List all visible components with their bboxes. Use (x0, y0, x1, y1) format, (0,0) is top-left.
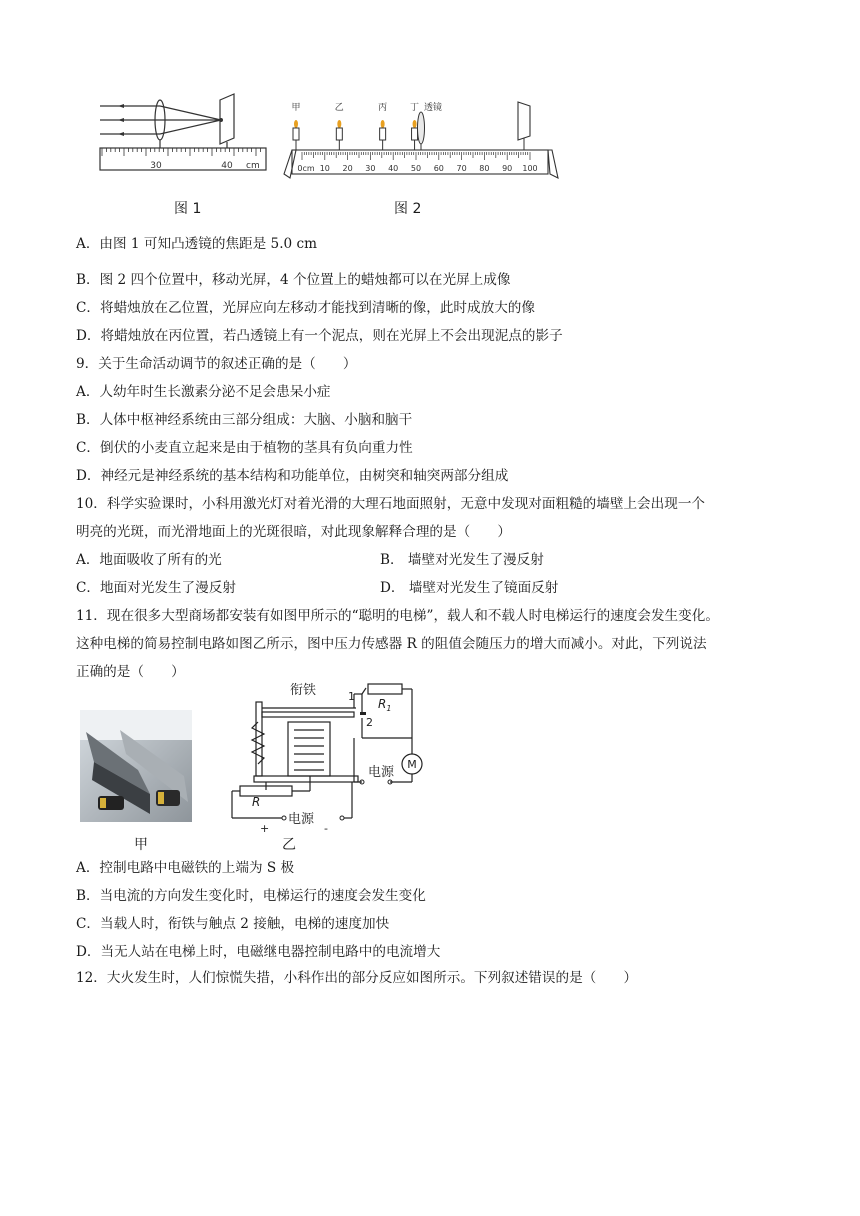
fig2-scale-label: 100 (522, 164, 538, 173)
fig1-unit: cm (246, 161, 260, 171)
figure-1-caption: 图 1 (174, 201, 202, 217)
candle-icon (412, 128, 418, 140)
figure-jia-escalator (80, 710, 192, 822)
circuit-motor-label: M (407, 758, 417, 771)
q8-option-a: A．由图 1 可知凸透镜的焦距是 5.0 cm (76, 236, 317, 252)
q8-option-b: B．图 2 四个位置中，移动光屏，4 个位置上的蜡烛都可以在光屏上成像 (76, 272, 511, 288)
q11-stem-line2: 这种电梯的简易控制电路如图乙所示，图中压力传感器 R 的阻值会随压力的增大而减小。对此，下列说法 (76, 636, 707, 652)
circuit-power-2: 电源 (288, 812, 315, 827)
candle-icon (380, 128, 386, 140)
fig2-scale-label: 90 (502, 164, 513, 173)
figure-1-lens-focal (96, 92, 272, 184)
figure-yi-circuit (226, 678, 438, 838)
fig2-screen (518, 102, 530, 140)
q11-option-a: A．控制电路中电磁铁的上端为 S 极 (76, 860, 295, 876)
q10-stem-line2: 明亮的光斑，而光滑地面上的光斑很暗，对此现象解释合理的是（ ） (76, 524, 511, 540)
q9-option-b: B．人体中枢神经系统由三部分组成：大脑、小脑和脑干 (76, 412, 413, 428)
q11-option-b: B．当电流的方向发生变化时，电梯运行的速度会发生变化 (76, 888, 426, 904)
circuit-power-1: 电源 (368, 765, 395, 780)
fig2-lens-label: 透镜 (424, 103, 443, 113)
figure-yi-caption: 乙 (282, 837, 296, 853)
q9-option-a: A．人幼年时生长激素分泌不足会患呆小症 (76, 384, 331, 400)
fig1-scale-30: 30 (150, 161, 162, 171)
q8-option-c: C．将蜡烛放在乙位置，光屏应向左移动才能找到清晰的像，此时成放大的像 (76, 300, 535, 316)
fig2-scale-label: 30 (365, 164, 376, 173)
circuit-plus: + (260, 822, 270, 835)
fig2-scale-label: 0cm (297, 164, 315, 173)
candle-flame-icon (337, 120, 341, 128)
circuit-contact-2: 2 (366, 716, 373, 729)
circuit-contact-1: 1 (348, 690, 355, 703)
fig2-scale-label: 60 (433, 164, 444, 173)
fig2-scale-label: 10 (319, 164, 330, 173)
q10-stem-line1: 10．科学实验课时，小科用激光灯对着光滑的大理石地面照射，无意中发现对面粗糙的墙壁上会出现一个 (76, 496, 706, 512)
candle-icon (293, 128, 299, 140)
fig2-scale-label: 50 (410, 164, 422, 173)
q11-option-d: D．当无人站在电梯上时，电磁继电器控制电路中的电流增大 (76, 944, 441, 960)
candle-flame-icon (381, 120, 385, 128)
figure-2-optical-bench (280, 96, 560, 184)
q10-option-c: C．地面对光发生了漫反射 (76, 580, 236, 596)
fig2-scale-label: 20 (342, 164, 353, 173)
fig1-scale-40: 40 (221, 161, 233, 171)
circuit-minus: - (324, 822, 328, 835)
candle-icon (336, 128, 342, 140)
circuit-r1-label: $R_1$ (378, 697, 392, 713)
q11-stem-line1: 11．现在很多大型商场都安装有如图甲所示的“聪明的电梯”，载人和不载人时电梯运行的速度会发生变化。 (76, 608, 719, 624)
circuit-armature-label: 衔铁 (290, 683, 317, 698)
fig2-scale-label: 70 (456, 164, 467, 173)
fig2-lens (418, 112, 425, 144)
fig2-position-label: 丙 (378, 103, 388, 113)
fig2-position-label: 乙 (334, 103, 344, 113)
q9-option-d: D．神经元是神经系统的基本结构和功能单位，由树突和轴突两部分组成 (76, 468, 509, 484)
fig2-position-label: 甲 (291, 103, 301, 113)
q8-option-d: D．将蜡烛放在丙位置，若凸透镜上有一个泥点，则在光屏上不会出现泥点的影子 (76, 328, 563, 344)
candle-flame-icon (294, 120, 298, 128)
q10-option-a: A．地面吸收了所有的光 (76, 552, 222, 568)
q12-stem: 12．大火发生时，人们惊慌失措，小科作出的部分反应如图所示。下列叙述错误的是（ ） (76, 970, 638, 986)
figure-2-caption: 图 2 (394, 201, 422, 217)
figure-jia-caption: 甲 (134, 837, 148, 853)
q11-option-c: C．当载人时，衔铁与触点 2 接触，电梯的速度加快 (76, 916, 390, 932)
q9-option-c: C．倒伏的小麦直立起来是由于植物的茎具有负向重力性 (76, 440, 413, 456)
q9-stem: 9．关于生命活动调节的叙述正确的是（ ） (76, 356, 357, 372)
fig2-scale-label: 40 (388, 164, 399, 173)
circuit-sensor-r: R (252, 795, 261, 809)
q10-option-d: D． 墙壁对光发生了镜面反射 (380, 580, 559, 596)
candle-flame-icon (413, 120, 417, 128)
fig2-position-label: 丁 (410, 103, 420, 113)
q10-option-b: B． 墙壁对光发生了漫反射 (380, 552, 544, 568)
fig2-scale-label: 80 (479, 164, 490, 173)
q11-stem-line3: 正确的是（ ） (76, 664, 185, 680)
